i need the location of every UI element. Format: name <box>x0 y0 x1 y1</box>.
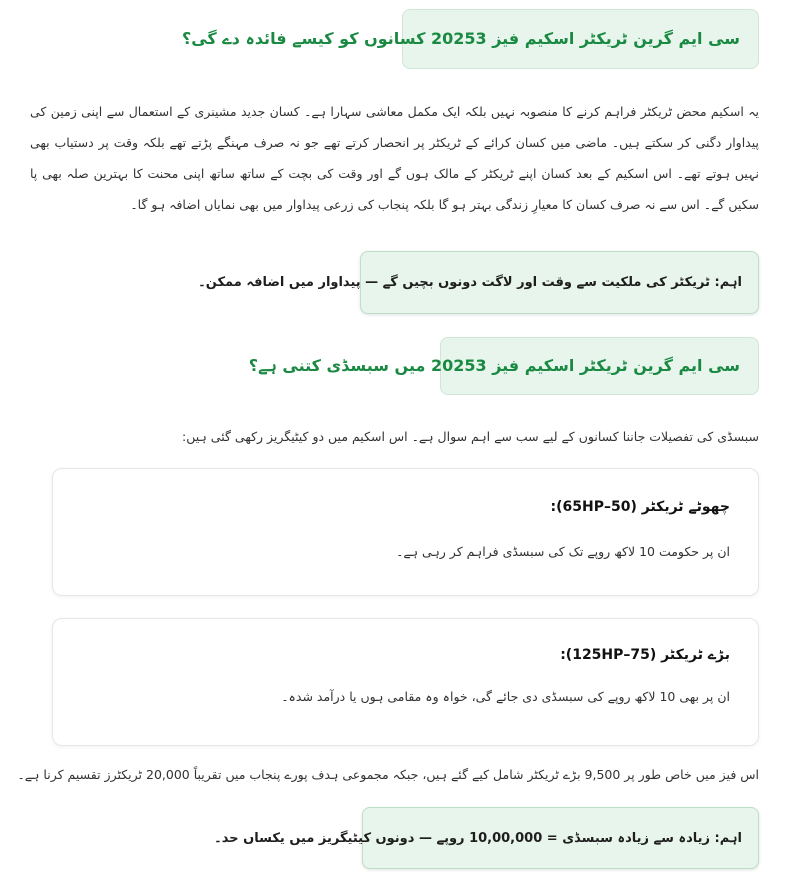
card-body: ان پر حکومت 10 لاکھ روپے تک کی سبسڈی فراہم کر رہی ہے۔ <box>396 544 730 559</box>
section-heading-subsidy <box>248 337 759 395</box>
benefits-paragraph: یہ اسکیم محض ٹریکٹر فراہم کرنے کا منصوبہ نہیں بلکہ ایک مکمل معاشی سہارا ہے۔ کسان جدید مشینری کے استعمال سے اپنی زمین کی پیداوار دگنی کر سکتے ہیں۔ ماضی میں کسان کرائے کے ٹریکٹر پر انحصار کرتے تھے جو نہ صرف مہنگے پڑتے تھے بلکہ وقت پر دستیاب بھی نہیں ہوتے تھے۔ اس اسکیم کے بعد کسان اپنے ٹریکٹر کے مالک ہوں گے اور وقت کی بچت کے ساتھ ساتھ اپنی محنت کا بہترین صلہ بھی پا سکیں گے۔ اس سے نہ صرف کسان کا معیارِ زندگی بہتر ہو گا بلکہ پنجاب کی زرعی پیداوار میں بھی نمایاں اضافہ ہو گا۔ <box>30 104 759 212</box>
subsidy-note <box>214 807 759 869</box>
subsidy-summary: اس فیز میں خاص طور پر 9,500 بڑے ٹریکٹر شامل کیے گئے ہیں، جبکہ مجموعی ہدف پورے پنجاب میں تقریباً 20,000 ٹریکٹرز تقسیم کرنا ہے۔ <box>17 767 759 782</box>
subsidy-intro: سبسڈی کی تفصیلات جاننا کسانوں کے لیے سب سے اہم سوال ہے۔ اس اسکیم میں دو کیٹیگریز رکھی گئی ہیں: <box>181 429 759 444</box>
subsidy-card-large-tractor <box>52 618 759 746</box>
subsidy-card-small-tractor <box>52 468 759 596</box>
card-title: چھوٹے ٹریکٹر (50–65HP): <box>550 499 730 515</box>
section-heading-subsidy-text: سی ایم گرین ٹریکٹر اسکیم فیز 20253 میں سبسڈی کتنی ہے؟ <box>248 356 740 375</box>
benefits-note-text: اہم: ٹریکٹر کی ملکیت سے وقت اور لاگت دونوں بچیں گے — پیداوار میں اضافہ ممکن۔ <box>198 275 742 290</box>
benefits-note <box>198 251 759 314</box>
subsidy-note-text: اہم: زیادہ سے زیادہ سبسڈی = 10,00,000 روپے — دونوں کیٹیگریز میں یکساں حد۔ <box>214 830 742 846</box>
card-title: بڑے ٹریکٹر (75–125HP): <box>560 647 730 663</box>
card-body: ان پر بھی 10 لاکھ روپے کی سبسڈی دی جائے گی، خواہ وہ مقامی ہوں یا درآمد شدہ۔ <box>281 689 730 704</box>
section-heading-benefits <box>181 9 759 69</box>
section-heading-benefits-text: سی ایم گرین ٹریکٹر اسکیم فیز 20253 کسانوں کو کیسے فائدہ دے گی؟ <box>181 29 740 48</box>
